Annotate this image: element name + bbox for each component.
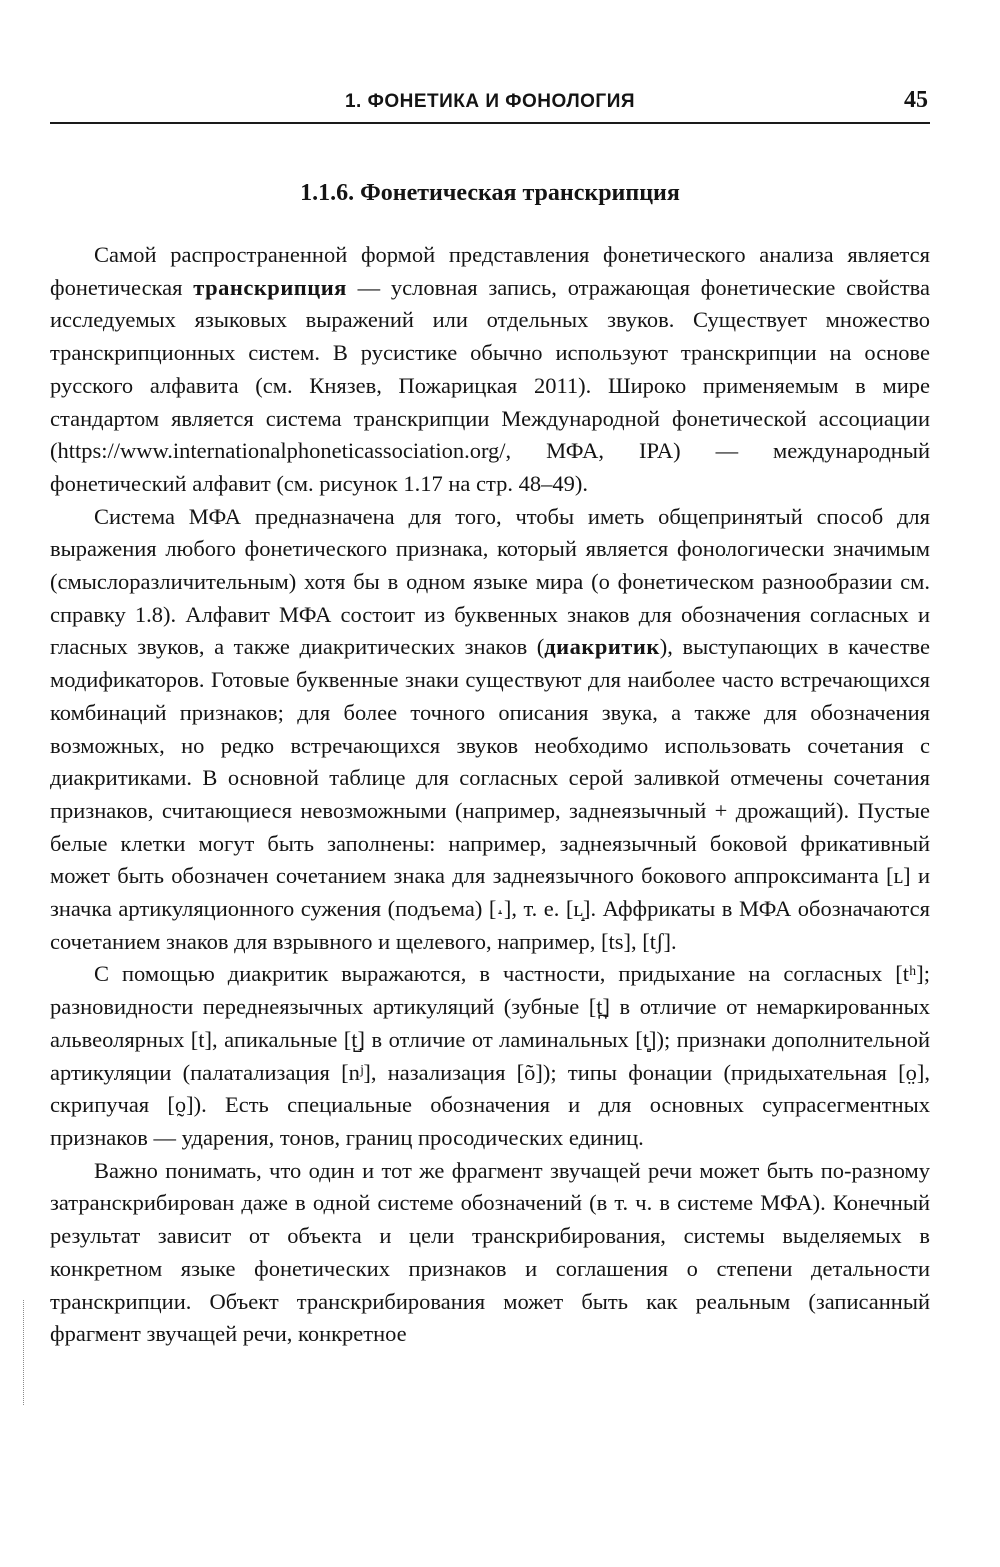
paragraph-1-text-end: — условная запись, отражающая фонетические свойства исследуемых языковых выражений или отдельных звуков. Существует множество транскрипционных систем. В русистике обычно используют транскрипции на основе русского алфавита (см. Князев, Пожарицкая 2011). Широко применяемым в мире стандартом является система транскрипции Международной фонетической ассоциации (https://www.internationalphoneticassociation.org/, МФА, IPA) — международный фонетический алфавит (см. рисунок 1.17 на стр. 48–49).	[50, 274, 930, 496]
paragraph-2-text-end: ), выступающих в качестве модификаторов. Готовые буквенные знаки существуют для наиболее часто встречающихся комбинаций признаков; для более точного описания звука, а также для обозначения возможных, но редко встречающихся звуков необходимо использовать сочетания с диакритиками. В основной таблице для согласных серой заливкой отмечены сочетания признаков, считающиеся невозможными (например, заднеязычный + дрожащий). Пустые белые клетки могут быть заполнены: например, заднеязычный боковой фрикативный может быть обозначен сочетанием знака для заднеязычного бокового аппроксиманта [ʟ] и значка артикуляционного сужения (подъема) [˔], т. е. [ʟ̝]. Аффрикаты в МФА обозначаются сочетанием знаков для взрывного и щелевого, например, [ts], [tʃ].	[50, 634, 931, 954]
section-title: 1.1.6. Фонетическая транскрипция	[300, 180, 680, 206]
running-header	[50, 82, 930, 124]
term-diacritics: диакритик	[544, 634, 660, 660]
running-title: 1. ФОНЕТИКА И ФОНОЛОГИЯ	[344, 91, 636, 112]
body-text	[50, 239, 930, 1351]
paragraph-4	[50, 1155, 930, 1351]
paragraph-2-text-start: Система МФА предназначена для того, чтобы иметь общепринятый способ для выражения любого фонетического признака, который является фонологически значимым (смыслоразличительным) хотя бы в одном языке мира (о фонетическом разнообразии см. справку 1.8). Алфавит МФА состоит из буквенных знаков для обозначения согласных и гласных звуков, а также диакритических знаков (	[50, 503, 930, 660]
margin-mark	[23, 1300, 24, 1405]
term-transcription: транскрипция	[193, 274, 347, 300]
paragraph-3-text: С помощью диакритик выражаются, в частности, придыхание на согласных [tʰ]; разновидности переднеязычных артикуляций (зубные [t̪] в отличие от немаркированных альвеолярных [t], апикальные [t̺] в отличие от ламинальных [t̻]); признаки дополнительной артикуляции (палатализация [nʲ], назализация [õ]); типы фонации (придыхательная [o̤], скрипучая [o̰]). Есть специальные обозначения и для основных супрасегментных признаков — ударения, тонов, границ просодических единиц.	[50, 961, 930, 1150]
page-number: 45	[904, 87, 928, 113]
paragraph-4-text: Важно понимать, что один и тот же фрагмент звучащей речи может быть по-разному затранскрибирован даже в одной системе обозначений (в т. ч. в системе МФА). Конечный результат зависит от объекта и цели транскрибирования, системы выделяемых в конкретном языке фонетических признаков и соглашения о степени детальности транскрипции. Объект транскрибирования может быть как реальным (записанный фрагмент звучащей речи, конкретное	[50, 1157, 930, 1347]
paragraph-2	[50, 501, 930, 959]
paragraph-1-text-start: Самой распространенной формой представления фонетического анализа является фонетическая	[50, 242, 930, 300]
paragraph-1	[50, 239, 930, 501]
paragraph-3	[50, 958, 930, 1154]
book-page	[50, 0, 930, 1567]
